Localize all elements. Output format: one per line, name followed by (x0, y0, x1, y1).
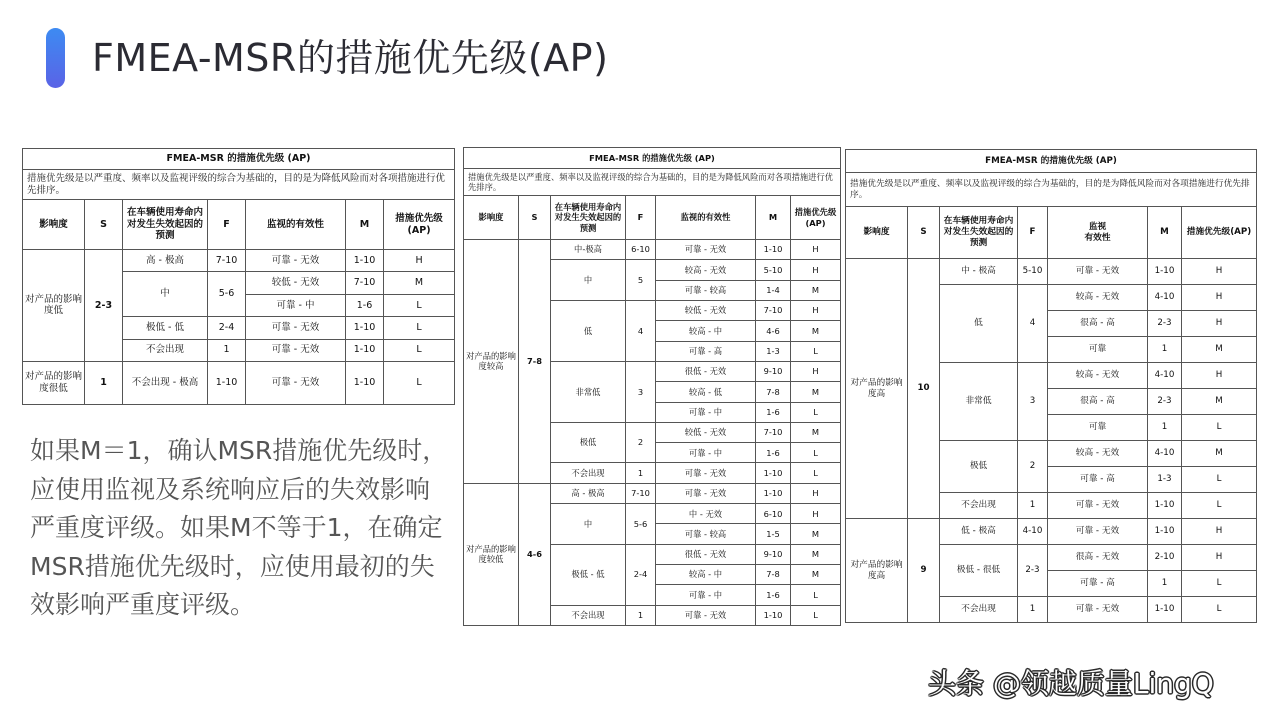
frequency-cell: 5 (626, 260, 656, 301)
ap-cell: M (1182, 441, 1257, 467)
watermark: 头条 @领越质量LingQ (928, 667, 1214, 700)
severity-cell: 7-8 (519, 240, 551, 484)
monitoring-rating-cell: 1 (1148, 571, 1182, 597)
severity-cell: 10 (908, 259, 940, 519)
monitoring-rating-cell: 1-6 (756, 402, 791, 422)
table-header-row (23, 200, 455, 250)
ap-cell: M (791, 422, 841, 442)
ap-cell: M (1182, 389, 1257, 415)
frequency-cell: 7-10 (208, 250, 246, 272)
ap-cell: M (791, 565, 841, 585)
prediction-cell: 极低 - 低 (123, 317, 208, 339)
monitoring-cell: 较高 - 无效 (1048, 363, 1148, 389)
table-title: FMEA-MSR 的措施优先级 (AP) (464, 148, 841, 169)
frequency-cell: 1 (626, 463, 656, 483)
ap-cell: M (384, 272, 455, 294)
monitoring-cell: 可靠 - 无效 (246, 361, 346, 404)
monitoring-rating-cell: 7-10 (756, 422, 791, 442)
frequency-cell: 1-10 (208, 361, 246, 404)
severity-cell: 2-3 (85, 250, 123, 362)
monitoring-cell: 较低 - 无效 (656, 300, 756, 320)
monitoring-rating-cell: 9-10 (756, 361, 791, 381)
ap-cell: H (384, 250, 455, 272)
ap-cell: H (1182, 519, 1257, 545)
ap-cell: L (791, 341, 841, 361)
table-description: 措施优先级是以严重度、频率以及监视评级的综合为基础的，目的是为降低风险而对各项措施进行优先排序。 (464, 169, 841, 196)
prediction-cell: 非常低 (940, 363, 1018, 441)
monitoring-cell: 较低 - 无效 (246, 272, 346, 294)
prediction-cell: 高 - 极高 (123, 250, 208, 272)
table-title-row (846, 150, 1257, 173)
header-prediction: 在车辆使用寿命内对发生失效起因的预测 (123, 200, 208, 250)
ap-cell: L (791, 585, 841, 605)
header-impact: 影响度 (23, 200, 85, 250)
severity-cell: 4-6 (519, 483, 551, 625)
ap-cell: M (791, 544, 841, 564)
monitoring-cell: 很低 - 无效 (656, 544, 756, 564)
monitoring-cell: 中 - 无效 (656, 504, 756, 524)
impact-cell: 对产品的影响度高 (846, 259, 908, 519)
monitoring-cell: 可靠 - 高 (656, 341, 756, 361)
table-description: 措施优先级是以严重度、频率以及监视评级的综合为基础的，目的是为降低风险而对各项措施进行优先排序。 (23, 170, 455, 200)
table-title: FMEA-MSR 的措施优先级 (AP) (846, 150, 1257, 173)
table-title-row (464, 148, 841, 169)
severity-cell: 1 (85, 361, 123, 404)
frequency-cell: 3 (626, 361, 656, 422)
monitoring-cell: 可靠 - 无效 (1048, 259, 1148, 285)
ap-cell: L (791, 605, 841, 625)
monitoring-rating-cell: 1-10 (756, 463, 791, 483)
prediction-cell: 低 - 极高 (940, 519, 1018, 545)
header-ap: 措施优先级(AP) (384, 200, 455, 250)
header-frequency: F (208, 200, 246, 250)
ap-cell: H (1182, 545, 1257, 571)
frequency-cell: 5-10 (1018, 259, 1048, 285)
frequency-cell: 4 (1018, 285, 1048, 363)
ap-cell: L (384, 317, 455, 339)
monitoring-rating-cell: 2-10 (1148, 545, 1182, 571)
monitoring-cell: 可靠 - 中 (656, 443, 756, 463)
prediction-cell: 中 (551, 260, 626, 301)
ap-cell: M (791, 382, 841, 402)
monitoring-cell: 可靠 - 无效 (246, 317, 346, 339)
monitoring-cell: 可靠 - 无效 (656, 240, 756, 260)
monitoring-cell: 很高 - 高 (1048, 311, 1148, 337)
prediction-cell: 中 - 极高 (940, 259, 1018, 285)
monitoring-rating-cell: 1-10 (756, 605, 791, 625)
monitoring-cell: 较高 - 中 (656, 321, 756, 341)
monitoring-rating-cell: 5-10 (756, 260, 791, 280)
impact-cell: 对产品的影响度较低 (464, 483, 519, 625)
table-header-row (846, 207, 1257, 259)
table-row (23, 250, 455, 272)
header-severity: S (85, 200, 123, 250)
monitoring-cell: 可靠 - 无效 (246, 250, 346, 272)
prediction-cell: 中 (123, 272, 208, 317)
ap-cell: H (1182, 285, 1257, 311)
header-prediction: 在车辆使用寿命内对发生失效起因的预测 (940, 207, 1018, 259)
monitoring-cell: 可靠 - 无效 (1048, 493, 1148, 519)
page-title: FMEA-MSR的措施优先级(AP) (92, 36, 609, 80)
impact-cell: 对产品的影响度低 (23, 250, 85, 362)
header-monitoring-rating: M (346, 200, 384, 250)
ap-cell: H (1182, 311, 1257, 337)
ap-cell: H (1182, 363, 1257, 389)
header-ap: 措施优先级(AP) (791, 196, 841, 240)
title-accent-bar (46, 28, 65, 88)
ap-cell: M (791, 280, 841, 300)
monitoring-rating-cell: 1-10 (346, 250, 384, 272)
prediction-cell: 中 (551, 504, 626, 545)
monitoring-cell: 可靠 - 无效 (656, 463, 756, 483)
ap-cell: H (791, 504, 841, 524)
ap-cell: L (791, 443, 841, 463)
prediction-cell: 极低 (940, 441, 1018, 493)
table-description-row (846, 173, 1257, 207)
monitoring-cell: 可靠 (1048, 337, 1148, 363)
prediction-cell: 不会出现 (123, 339, 208, 361)
header-monitoring: 监视 有效性 (1048, 207, 1148, 259)
ap-table-low-severity (22, 148, 455, 405)
ap-cell: H (791, 300, 841, 320)
monitoring-rating-cell: 1-10 (1148, 597, 1182, 623)
header-severity: S (908, 207, 940, 259)
header-impact: 影响度 (464, 196, 519, 240)
table-title: FMEA-MSR 的措施优先级 (AP) (23, 149, 455, 170)
monitoring-rating-cell: 7-8 (756, 565, 791, 585)
prediction-cell: 非常低 (551, 361, 626, 422)
frequency-cell: 2 (1018, 441, 1048, 493)
prediction-cell: 不会出现 (551, 605, 626, 625)
frequency-cell: 2 (626, 422, 656, 463)
table-row (846, 259, 1257, 285)
monitoring-cell: 可靠 - 无效 (1048, 597, 1148, 623)
ap-cell: M (791, 524, 841, 544)
frequency-cell: 2-3 (1018, 545, 1048, 597)
table-row (23, 361, 455, 404)
frequency-cell: 4 (626, 300, 656, 361)
table-title-row (23, 149, 455, 170)
prediction-cell: 不会出现 (551, 463, 626, 483)
monitoring-rating-cell: 1 (1148, 415, 1182, 441)
monitoring-rating-cell: 1-10 (756, 240, 791, 260)
monitoring-rating-cell: 1-10 (346, 339, 384, 361)
ap-cell: H (791, 361, 841, 381)
monitoring-rating-cell: 6-10 (756, 504, 791, 524)
monitoring-rating-cell: 1-10 (1148, 259, 1182, 285)
ap-cell: H (791, 260, 841, 280)
monitoring-rating-cell: 2-3 (1148, 389, 1182, 415)
impact-cell: 对产品的影响度高 (846, 519, 908, 623)
header-impact: 影响度 (846, 207, 908, 259)
monitoring-cell: 可靠 - 无效 (656, 483, 756, 503)
monitoring-rating-cell: 4-10 (1148, 363, 1182, 389)
ap-cell: L (1182, 597, 1257, 623)
frequency-cell: 5-6 (208, 272, 246, 317)
ap-cell: L (1182, 493, 1257, 519)
header-ap: 措施优先级(AP) (1182, 207, 1257, 259)
monitoring-rating-cell: 7-8 (756, 382, 791, 402)
monitoring-cell: 很高 - 无效 (1048, 545, 1148, 571)
ap-cell: L (1182, 415, 1257, 441)
prediction-cell: 不会出现 - 极高 (123, 361, 208, 404)
monitoring-cell: 较高 - 中 (656, 565, 756, 585)
frequency-cell: 1 (1018, 597, 1048, 623)
prediction-cell: 极低 (551, 422, 626, 463)
monitoring-cell: 可靠 - 高 (1048, 467, 1148, 493)
header-prediction: 在车辆使用寿命内对发生失效起因的预测 (551, 196, 626, 240)
monitoring-cell: 较低 - 无效 (656, 422, 756, 442)
impact-cell: 对产品的影响度很低 (23, 361, 85, 404)
monitoring-cell: 很高 - 高 (1048, 389, 1148, 415)
ap-cell: H (791, 240, 841, 260)
prediction-cell: 中-极高 (551, 240, 626, 260)
monitoring-rating-cell: 4-6 (756, 321, 791, 341)
table-description: 措施优先级是以严重度、频率以及监视评级的综合为基础的，目的是为降低风险而对各项措施进行优先排序。 (846, 173, 1257, 207)
monitoring-cell: 较高 - 低 (656, 382, 756, 402)
monitoring-rating-cell: 1-10 (756, 483, 791, 503)
monitoring-rating-cell: 1-4 (756, 280, 791, 300)
monitoring-cell: 可靠 - 高 (1048, 571, 1148, 597)
header-monitoring-rating: M (1148, 207, 1182, 259)
ap-cell: H (1182, 259, 1257, 285)
monitoring-rating-cell: 1-6 (346, 294, 384, 316)
prediction-cell: 低 (940, 285, 1018, 363)
severity-cell: 9 (908, 519, 940, 623)
monitoring-rating-cell: 1-10 (346, 361, 384, 404)
table-description-row (23, 170, 455, 200)
monitoring-rating-cell: 9-10 (756, 544, 791, 564)
frequency-cell: 4-10 (1018, 519, 1048, 545)
monitoring-rating-cell: 1-3 (1148, 467, 1182, 493)
frequency-cell: 6-10 (626, 240, 656, 260)
header-monitoring: 监视的有效性 (656, 196, 756, 240)
monitoring-rating-cell: 7-10 (756, 300, 791, 320)
frequency-cell: 7-10 (626, 483, 656, 503)
prediction-cell: 高 - 极高 (551, 483, 626, 503)
monitoring-rating-cell: 4-10 (1148, 441, 1182, 467)
monitoring-rating-cell: 1-10 (346, 317, 384, 339)
table-row (464, 483, 841, 503)
monitoring-rating-cell: 1-6 (756, 585, 791, 605)
table-row (846, 519, 1257, 545)
ap-cell: H (791, 483, 841, 503)
ap-cell: L (791, 402, 841, 422)
monitoring-cell: 可靠 - 无效 (246, 339, 346, 361)
impact-cell: 对产品的影响度较高 (464, 240, 519, 484)
monitoring-rating-cell: 1-10 (1148, 493, 1182, 519)
ap-cell: L (384, 361, 455, 404)
ap-cell: M (1182, 337, 1257, 363)
table-row (464, 240, 841, 260)
monitoring-rating-cell: 4-10 (1148, 285, 1182, 311)
ap-table-medium-severity (463, 147, 841, 626)
ap-cell: L (1182, 467, 1257, 493)
ap-table-high-severity (845, 149, 1257, 623)
header-frequency: F (626, 196, 656, 240)
monitoring-rating-cell: 7-10 (346, 272, 384, 294)
ap-cell: L (384, 294, 455, 316)
monitoring-cell: 很低 - 无效 (656, 361, 756, 381)
monitoring-cell: 较高 - 无效 (1048, 441, 1148, 467)
monitoring-cell: 可靠 - 中 (656, 402, 756, 422)
ap-cell: L (384, 339, 455, 361)
monitoring-rating-cell: 2-3 (1148, 311, 1182, 337)
frequency-cell: 3 (1018, 363, 1048, 441)
frequency-cell: 5-6 (626, 504, 656, 545)
monitoring-rating-cell: 1-3 (756, 341, 791, 361)
table-header-row (464, 196, 841, 240)
header-monitoring-rating: M (756, 196, 791, 240)
prediction-cell: 低 (551, 300, 626, 361)
ap-cell: L (791, 463, 841, 483)
monitoring-cell: 可靠 - 中 (656, 585, 756, 605)
explanation-text: 如果M＝1，确认MSR措施优先级时，应使用监视及系统响应后的失效影响严重度评级。如果M不等于1，在确定MSR措施优先级时，应使用最初的失效影响严重度评级。 (30, 436, 448, 619)
prediction-cell: 不会出现 (940, 493, 1018, 519)
prediction-cell: 极低 - 低 (551, 544, 626, 605)
frequency-cell: 1 (208, 339, 246, 361)
frequency-cell: 2-4 (626, 544, 656, 605)
ap-cell: L (1182, 571, 1257, 597)
table-description-row (464, 169, 841, 196)
frequency-cell: 2-4 (208, 317, 246, 339)
monitoring-cell: 可靠 - 中 (246, 294, 346, 316)
monitoring-cell: 可靠 (1048, 415, 1148, 441)
prediction-cell: 不会出现 (940, 597, 1018, 623)
monitoring-cell: 可靠 - 较高 (656, 280, 756, 300)
prediction-cell: 极低 - 很低 (940, 545, 1018, 597)
monitoring-rating-cell: 1-10 (1148, 519, 1182, 545)
monitoring-rating-cell: 1-5 (756, 524, 791, 544)
monitoring-rating-cell: 1-6 (756, 443, 791, 463)
frequency-cell: 1 (1018, 493, 1048, 519)
header-monitoring: 监视的有效性 (246, 200, 346, 250)
ap-cell: M (791, 321, 841, 341)
monitoring-rating-cell: 1 (1148, 337, 1182, 363)
header-frequency: F (1018, 207, 1048, 259)
monitoring-cell: 可靠 - 较高 (656, 524, 756, 544)
header-severity: S (519, 196, 551, 240)
frequency-cell: 1 (626, 605, 656, 625)
monitoring-cell: 较高 - 无效 (656, 260, 756, 280)
monitoring-cell: 较高 - 无效 (1048, 285, 1148, 311)
monitoring-cell: 可靠 - 无效 (1048, 519, 1148, 545)
monitoring-cell: 可靠 - 无效 (656, 605, 756, 625)
